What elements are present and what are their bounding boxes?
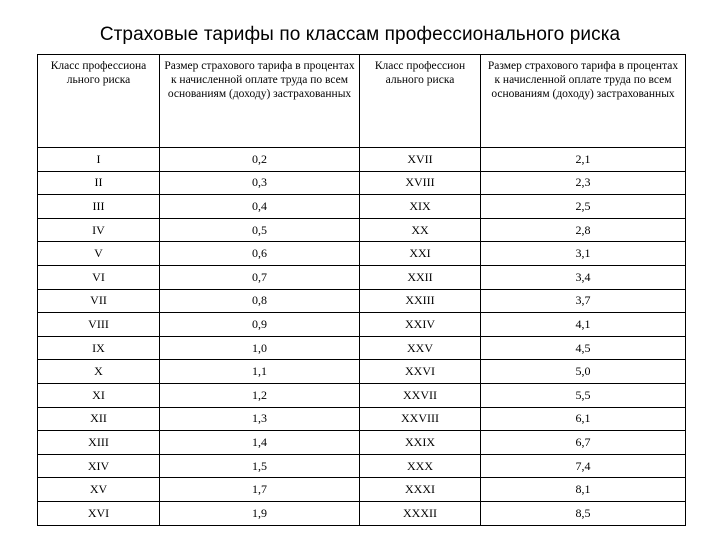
risk-class-right-cell: XXIX xyxy=(360,431,481,455)
tariff-right-cell: 4,1 xyxy=(481,313,686,337)
tariff-left-cell: 0,7 xyxy=(160,265,360,289)
header-risk-class-left: Класс профессиона льного риска xyxy=(38,55,160,148)
risk-class-right-cell: XXII xyxy=(360,265,481,289)
table-row xyxy=(38,431,686,455)
tariff-left-cell: 0,2 xyxy=(160,148,360,172)
header-row xyxy=(38,55,686,148)
risk-class-left-cell: XIII xyxy=(38,431,160,455)
tariff-left-cell: 0,6 xyxy=(160,242,360,266)
table-row xyxy=(38,265,686,289)
tariff-left-cell: 1,1 xyxy=(160,360,360,384)
risk-class-left-cell: I xyxy=(38,148,160,172)
risk-class-right-cell: XXXI xyxy=(360,478,481,502)
risk-class-right-cell: XXVII xyxy=(360,383,481,407)
table-row xyxy=(38,336,686,360)
tariff-left-cell: 0,5 xyxy=(160,218,360,242)
table-row xyxy=(38,171,686,195)
risk-class-left-cell: XI xyxy=(38,383,160,407)
header-tariff-left: Размер страхового тарифа в процентах к начисленной оплате труда по всем основаниям (доходу) застрахованных xyxy=(160,55,360,148)
risk-class-left-cell: VII xyxy=(38,289,160,313)
tariff-left-cell: 1,2 xyxy=(160,383,360,407)
table-row xyxy=(38,289,686,313)
risk-class-left-cell: VI xyxy=(38,265,160,289)
tariff-left-cell: 1,9 xyxy=(160,501,360,525)
risk-class-left-cell: VIII xyxy=(38,313,160,337)
risk-class-right-cell: XXIV xyxy=(360,313,481,337)
table-row xyxy=(38,360,686,384)
table-row xyxy=(38,501,686,525)
risk-class-right-cell: XX xyxy=(360,218,481,242)
risk-class-right-cell: XXVIII xyxy=(360,407,481,431)
table-header xyxy=(38,55,686,148)
tariff-right-cell: 5,0 xyxy=(481,360,686,384)
risk-class-left-cell: IX xyxy=(38,336,160,360)
tariff-right-cell: 7,4 xyxy=(481,454,686,478)
risk-class-right-cell: XXX xyxy=(360,454,481,478)
insurance-rates-table xyxy=(37,54,686,526)
table-row xyxy=(38,478,686,502)
tariff-right-cell: 6,1 xyxy=(481,407,686,431)
tariff-left-cell: 1,5 xyxy=(160,454,360,478)
tariff-right-cell: 2,5 xyxy=(481,195,686,219)
table-row xyxy=(38,218,686,242)
tariff-left-cell: 0,9 xyxy=(160,313,360,337)
tariff-right-cell: 2,3 xyxy=(481,171,686,195)
risk-class-left-cell: X xyxy=(38,360,160,384)
risk-class-left-cell: XV xyxy=(38,478,160,502)
tariff-right-cell: 3,4 xyxy=(481,265,686,289)
risk-class-right-cell: XXI xyxy=(360,242,481,266)
risk-class-left-cell: IV xyxy=(38,218,160,242)
risk-class-right-cell: XXXII xyxy=(360,501,481,525)
table-row xyxy=(38,454,686,478)
table-row xyxy=(38,407,686,431)
table-row xyxy=(38,148,686,172)
tariff-left-cell: 1,4 xyxy=(160,431,360,455)
table-body xyxy=(38,148,686,526)
table-row xyxy=(38,195,686,219)
tariff-right-cell: 4,5 xyxy=(481,336,686,360)
tariff-left-cell: 0,4 xyxy=(160,195,360,219)
risk-class-right-cell: XVIII xyxy=(360,171,481,195)
table-row xyxy=(38,313,686,337)
header-tariff-right: Размер страхового тарифа в процентах к начисленной оплате труда по всем основаниям (доходу) застрахованных xyxy=(481,55,686,148)
header-risk-class-right: Класс профессион ального риска xyxy=(360,55,481,148)
risk-class-right-cell: XXVI xyxy=(360,360,481,384)
table-row xyxy=(38,242,686,266)
tariff-right-cell: 2,8 xyxy=(481,218,686,242)
tariff-left-cell: 1,7 xyxy=(160,478,360,502)
risk-class-right-cell: XVII xyxy=(360,148,481,172)
tariff-left-cell: 1,0 xyxy=(160,336,360,360)
tariff-left-cell: 0,3 xyxy=(160,171,360,195)
tariff-left-cell: 1,3 xyxy=(160,407,360,431)
tariff-right-cell: 2,1 xyxy=(481,148,686,172)
risk-class-left-cell: XII xyxy=(38,407,160,431)
risk-class-right-cell: XIX xyxy=(360,195,481,219)
page-title: Страховые тарифы по классам профессионального риска xyxy=(99,24,621,45)
tariff-right-cell: 3,7 xyxy=(481,289,686,313)
risk-class-right-cell: XXIII xyxy=(360,289,481,313)
tariff-right-cell: 6,7 xyxy=(481,431,686,455)
risk-class-left-cell: III xyxy=(38,195,160,219)
tariff-right-cell: 5,5 xyxy=(481,383,686,407)
tariff-right-cell: 8,1 xyxy=(481,478,686,502)
risk-class-left-cell: V xyxy=(38,242,160,266)
tariff-right-cell: 8,5 xyxy=(481,501,686,525)
tariff-right-cell: 3,1 xyxy=(481,242,686,266)
risk-class-left-cell: XIV xyxy=(38,454,160,478)
table-row xyxy=(38,383,686,407)
tariff-left-cell: 0,8 xyxy=(160,289,360,313)
risk-class-left-cell: XVI xyxy=(38,501,160,525)
risk-class-left-cell: II xyxy=(38,171,160,195)
risk-class-right-cell: XXV xyxy=(360,336,481,360)
